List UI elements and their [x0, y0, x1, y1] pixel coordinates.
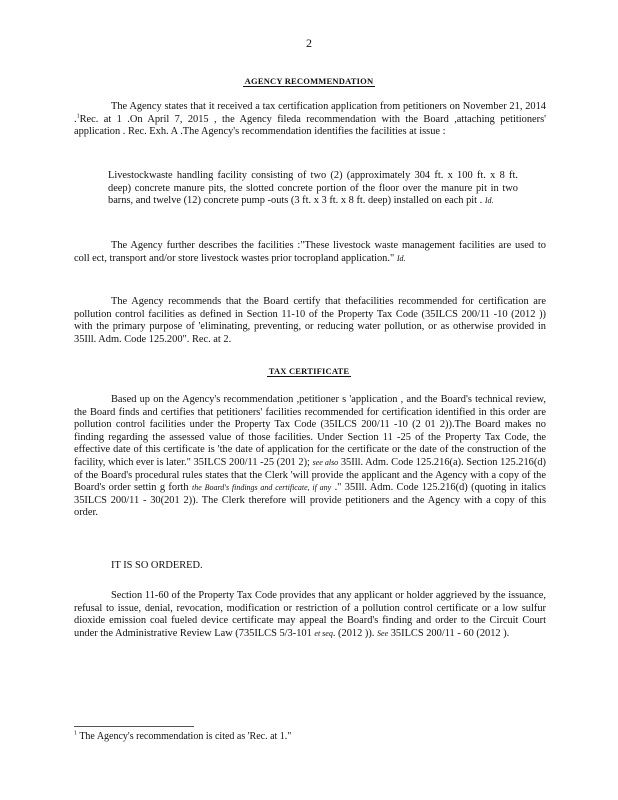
p5-c-text: 35ILCS 200/11 - 60 (2012 ). — [390, 627, 510, 639]
et-seq-signal: et seq — [314, 628, 333, 638]
p4-italic-quote: the Board's findings and certificate, if any — [192, 483, 332, 493]
paragraph-agency-description — [74, 240, 546, 265]
p5-b-text: . (2012 )). — [332, 627, 375, 639]
tax-heading-text: TAX CERTIFICATE — [268, 366, 350, 376]
page-number: 2 — [306, 36, 312, 50]
p4-b-text: 35Ill. Adm. Code 125.216(a). Section 125.216(d) of the Board's procedural rules states that the Clerk 'will provide the applicant and the Agency with a copy of the Board's order settin g forth — [74, 456, 546, 494]
see-also-signal: see also — [312, 457, 339, 467]
quote-text: Livestockwaste handling facility consisting of two (2) (approximately 304 ft. x 100 ft. x 8 ft. deep) concrete manure pits, the slotted concrete portion of the floor over the manure pit in two barns, and twelve (12) concrete pump -outs (3 ft. x 3 ft. x 8 ft. deep) installed on each pit . — [108, 170, 518, 207]
paragraph-appeal-rights — [74, 590, 546, 640]
see-signal: See — [377, 628, 389, 638]
footnote-mark: 1 — [74, 730, 77, 737]
p4-c-text: ." 35Ill. Adm. Code 125.216(d) (quoting in italics 35ILCS 200/11 - 30(201 2)). The Clerk therefore will provide petitioners and the Agency with a copy of this order. — [74, 482, 546, 519]
footnote-text: The Agency's recommendation is cited as 'Rec. at 1." — [79, 731, 292, 742]
p1-rest-text: Rec. at 1 .On April 7, 2015 , the Agency fileda recommendation with the Board ,attaching petitioners' application . Rec. Exh. A .The Agency's recommendation identifies the facilities at issue : — [74, 113, 546, 138]
p2-text: The Agency further describes the facilities :"These livestock waste management facilities are used to coll ect, transport and/or store livestock wastes prior tocropland application." — [74, 240, 546, 264]
p2-cite: Id. — [396, 253, 406, 263]
paragraph-agency-recommends — [74, 296, 546, 346]
tax-certificate-heading — [0, 366, 618, 377]
p1-text: The Agency states that it received a tax certification application from petitioners on November 21, 2014 . — [74, 101, 546, 125]
quote-cite: Id. — [484, 196, 494, 206]
footnote-ref: 1 — [76, 113, 80, 120]
agency-heading-text: AGENCY RECOMMENDATION — [244, 76, 374, 86]
paragraph-agency-statement — [74, 101, 546, 139]
paragraph-board-findings — [74, 394, 546, 520]
facilities-block-quote — [108, 170, 518, 208]
agency-recommendation-heading — [0, 76, 618, 87]
it-is-so-ordered: IT IS SO ORDERED. — [111, 560, 203, 571]
footnote — [74, 731, 291, 742]
footnote-divider — [74, 726, 194, 727]
p5-a-text: Section 11-60 of the Property Tax Code provides that any applicant or holder aggrieved by the issuance, refusal to issue, denial, revocation, modification or restriction of a pollution control certificate or a low sulfur dioxide emission coal fueled device certificate may appeal the Board's finding and order to the Circuit Court under the Administrative Review Law (735ILCS 5/3-101 — [74, 590, 546, 639]
p4-a-text: Based up on the Agency's recommendation ,petitioner s 'application , and the Board's technical review, the Board finds and certifies that petitioners' facilities recommended for certification identified in this order are pollution control facilities under the Property Tax Code (35ILCS 200/11 -10 (2 01 2)).The Board makes no finding regarding the assessed value of those facilities. Under Section 11 -25 of the Property Tax Code, the effective date of this certificate is 'the date of application for the certificate or the date of the construction of the facility, which ever is later." 35ILCS 200/11 -25 (201 2); — [74, 394, 546, 468]
p3-text: The Agency recommends that the Board certify that thefacilities recommended for certification are pollution control facilities as defined in Section 11-10 of the Property Tax Code (35ILCS 200/11 -10 (2012 )) with the primary purpose of 'eliminating, preventing, or reducing water pollution, or as otherwise provided in 35Ill. Adm. Code 125.200". Rec. at 2. — [74, 296, 546, 345]
